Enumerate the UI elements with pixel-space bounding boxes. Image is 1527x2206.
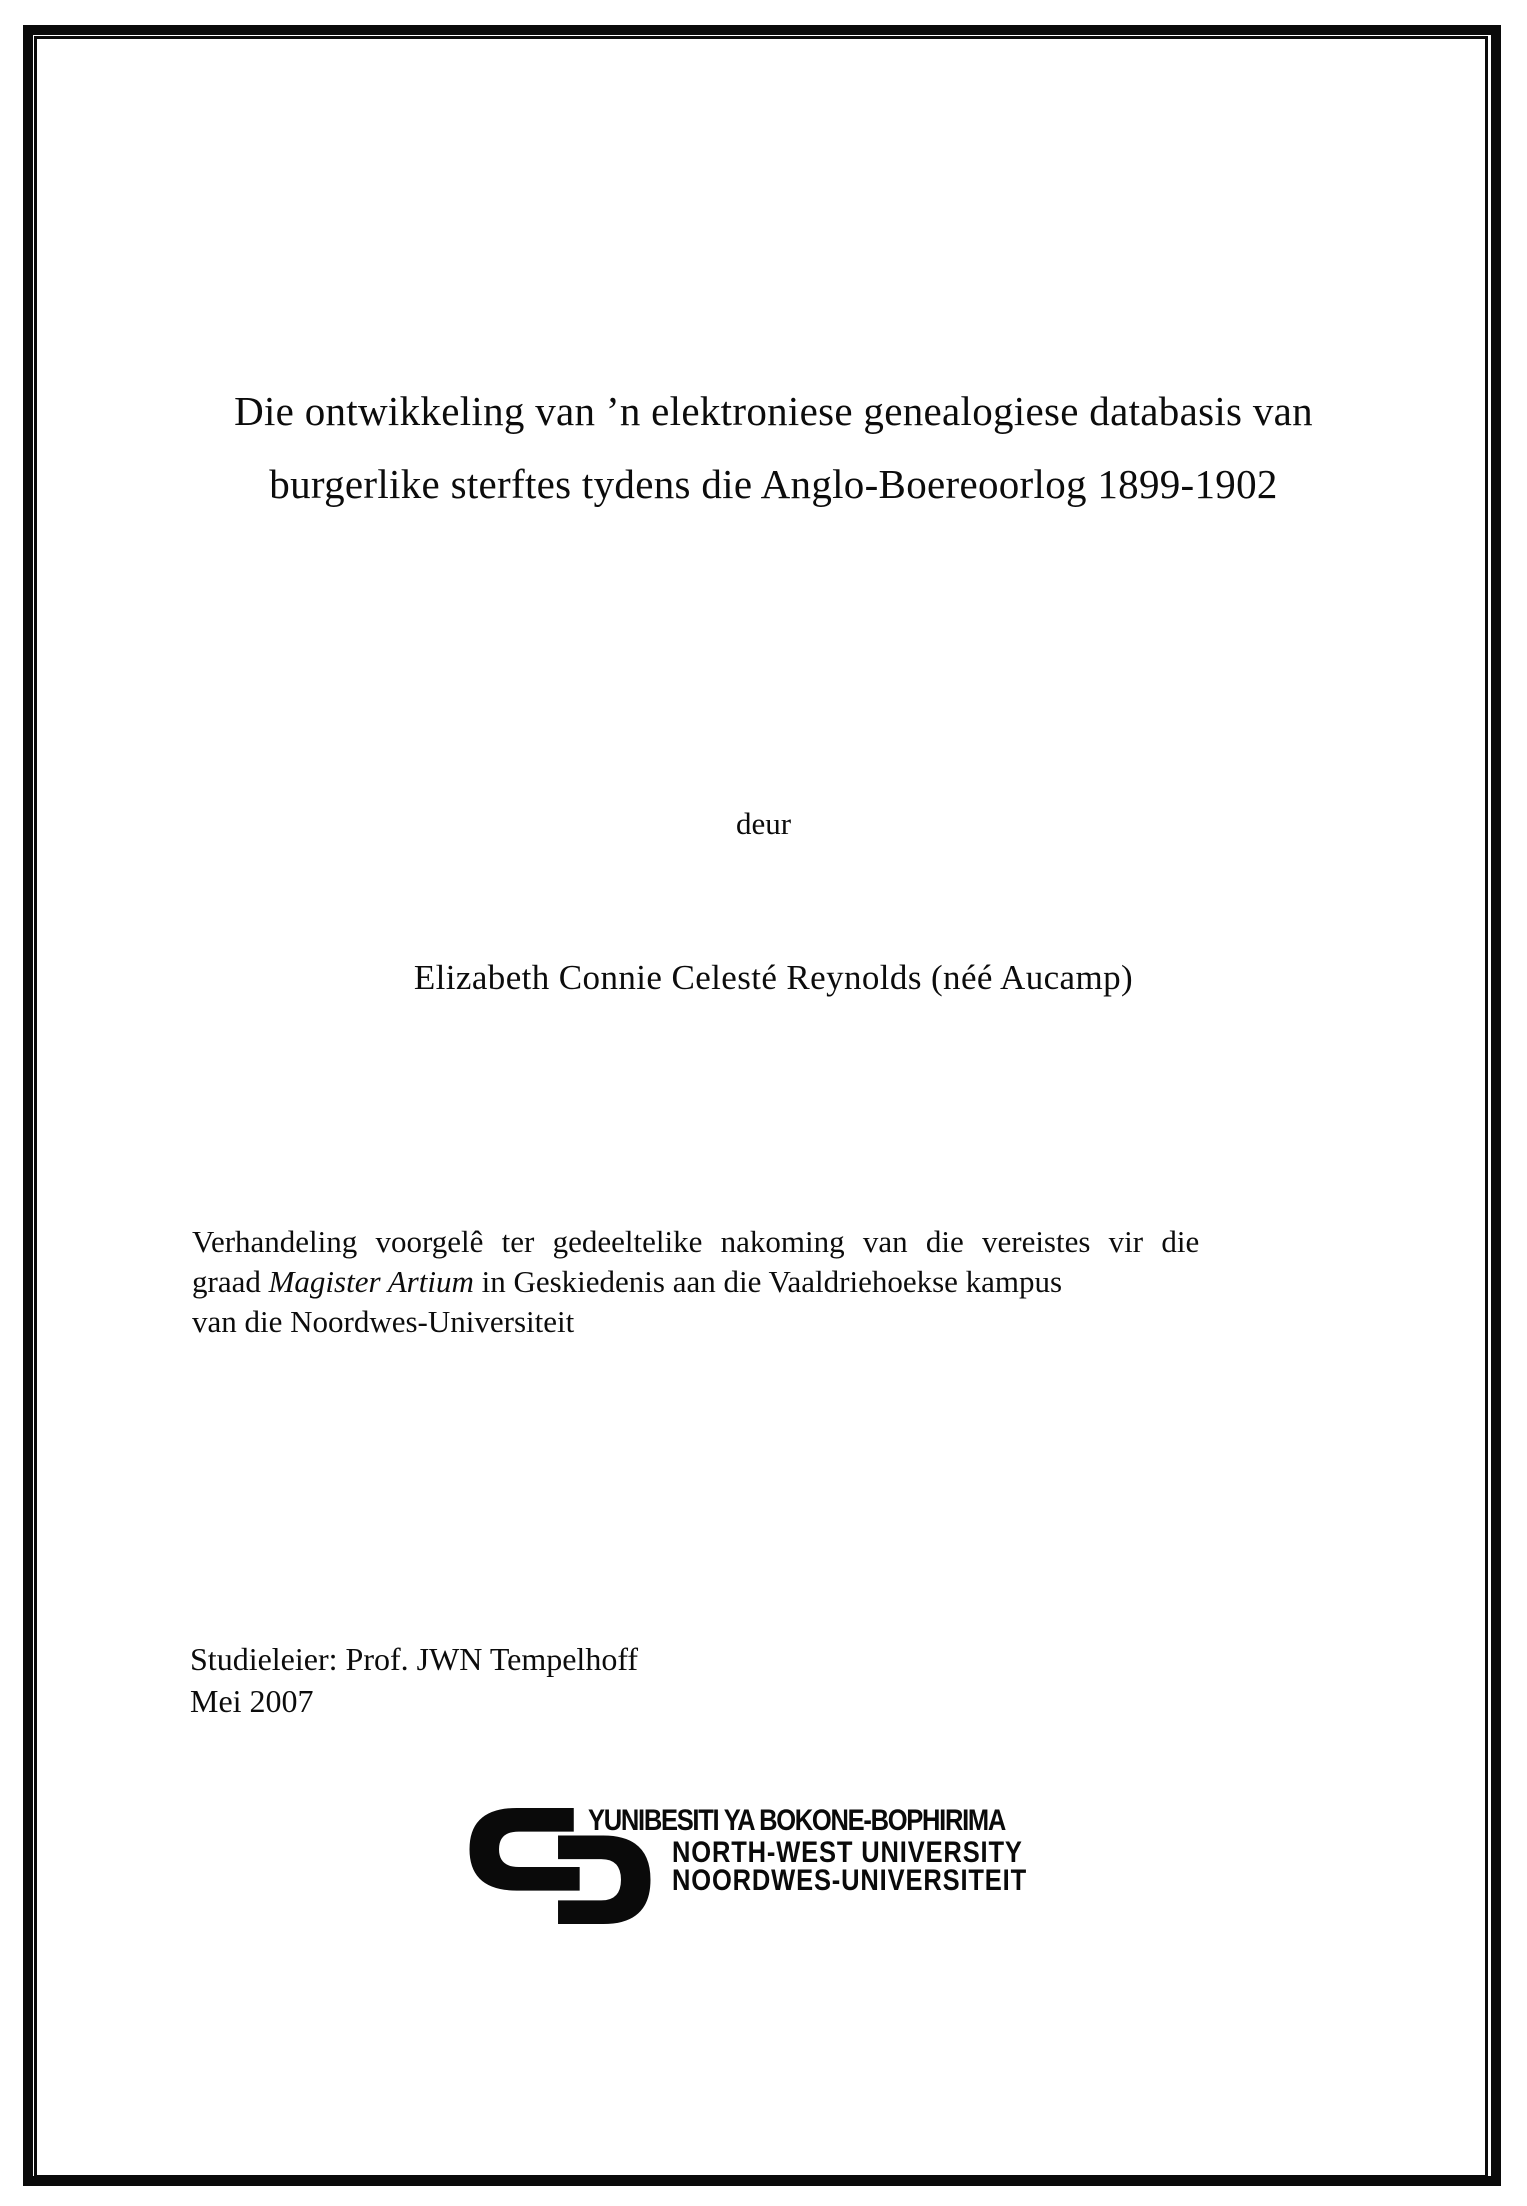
degree-name-italic: Magister Artium [268, 1264, 474, 1299]
logo-text-english: NORTH-WEST UNIVERSITY [672, 1836, 1023, 1869]
degree-statement-line-2-suffix: in Geskiedenis aan die Vaaldriehoekse kampus [473, 1264, 1063, 1299]
byline-label: deur [735, 806, 792, 841]
degree-statement-line-1: Verhandeling voorgelê ter gedeeltelike nakoming van die vereistes vir die [192, 1224, 1200, 1259]
logo-text-afrikaans: NOORDWES-UNIVERSITEIT [672, 1864, 1028, 1897]
date-line: Mei 2007 [190, 1683, 314, 1719]
degree-statement-line-3: van die Noordwes-Universiteit [192, 1304, 575, 1339]
thesis-title-line-2: burgerlike sterftes tydens die Anglo-Boereoorlog 1899-1902 [269, 461, 1278, 507]
supervisor-line: Studieleier: Prof. JWN Tempelhoff [190, 1641, 639, 1677]
supervisor-block [190, 1638, 638, 1722]
degree-statement-line-2 [192, 1262, 1348, 1302]
thesis-title [60, 375, 1487, 521]
degree-statement [192, 1222, 1348, 1342]
degree-statement-line-2-prefix: graad [192, 1264, 269, 1299]
logo-text-setswana: YUNIBESITI YA BOKONE-BOPHIRIMA [588, 1804, 1006, 1837]
thesis-title-line-1: Die ontwikkeling van ’n elektroniese genealogiese databasis van [234, 388, 1313, 434]
author-name: Elizabeth Connie Celesté Reynolds (néé Aucamp) [413, 958, 1134, 997]
